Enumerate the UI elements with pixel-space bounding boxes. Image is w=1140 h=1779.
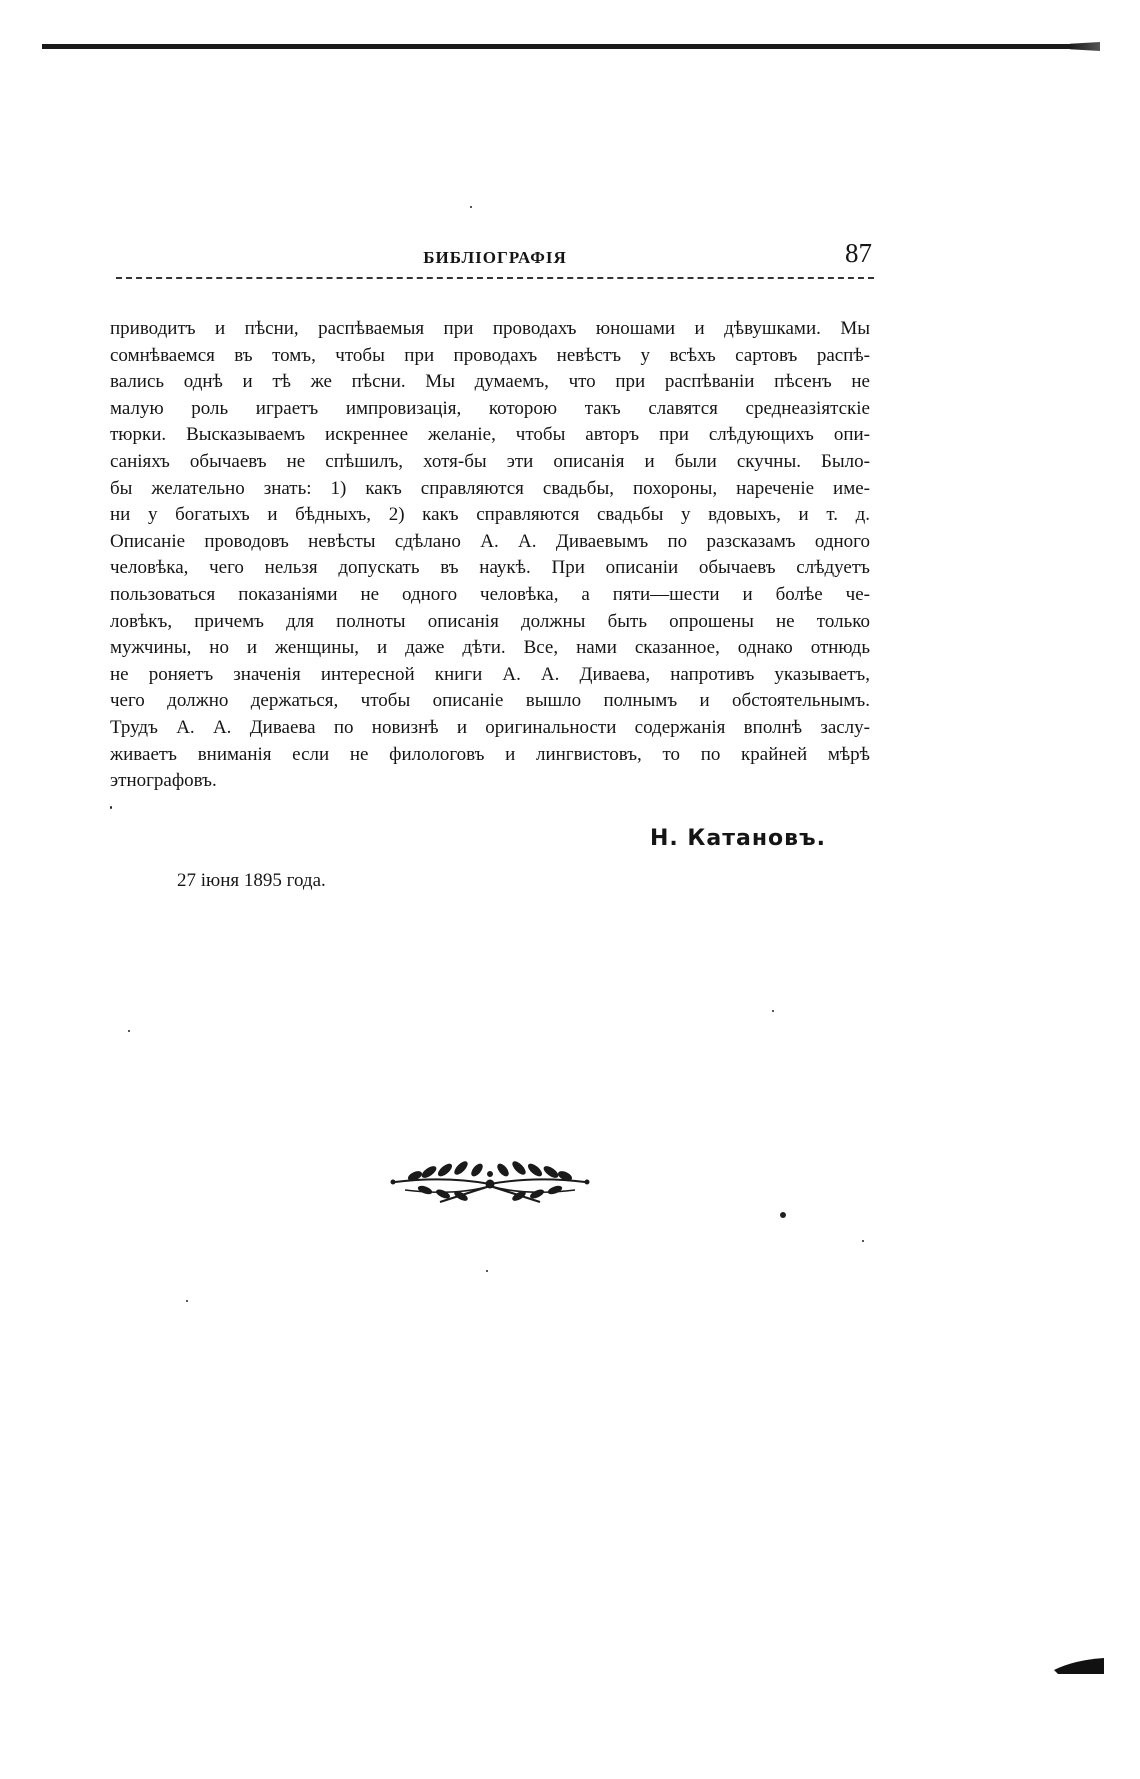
body-line: ни у богатыхъ и бѣдныхъ, 2) какъ справляются свадьбы у вдовыхъ, и т. д. — [110, 504, 870, 526]
body-line: живаетъ вниманія если не филологовъ и лингвистовъ, то по крайней мѣрѣ — [110, 743, 870, 765]
body-line: сомнѣваемся въ томъ, чтобы при проводахъ невѣстъ у всѣхъ сартовъ распѣ- — [110, 344, 870, 366]
body-line: саніяхъ обычаевъ не спѣшилъ, хотя-бы эти описанія и были скучны. Было- — [110, 450, 870, 472]
author-signature: Н. Катановъ. — [650, 826, 826, 851]
page-header — [116, 238, 874, 278]
page-speck — [470, 206, 472, 208]
body-line: Трудъ А. А. Диваева по новизнѣ и оригинальности содержанія вполнѣ заслу- — [110, 716, 870, 738]
page-speck — [780, 1212, 786, 1218]
page-speck — [110, 806, 112, 809]
floral-vignette-icon — [385, 1152, 595, 1212]
body-line: пользоваться показаніями не одного человѣка, а пяти—шести и болѣе че- — [110, 583, 870, 605]
running-title: БИБЛІОГРАФІЯ — [423, 248, 567, 267]
body-line: малую роль играетъ импровизація, которою такъ славятся среднеазіятскіе — [110, 397, 870, 419]
corner-mark-icon — [1054, 1658, 1104, 1674]
page-speck — [862, 1240, 864, 1242]
date-line: 27 іюня 1895 года. — [177, 870, 326, 891]
top-border-rule — [42, 44, 1100, 49]
page-speck — [772, 1010, 774, 1012]
body-line: приводитъ и пѣсни, распѣваемыя при проводахъ юношами и дѣвушками. Мы — [110, 318, 870, 339]
page-speck — [486, 1270, 488, 1272]
body-line: не роняетъ значенія интересной книги А. А. Диваева, напротивъ указываетъ, — [110, 663, 870, 685]
body-line: тюрки. Высказываемъ искреннее желаніе, чтобы авторъ при слѣдующихъ опи- — [110, 424, 870, 446]
page-speck — [128, 1030, 130, 1032]
body-line: человѣка, чего нельзя допускать въ наукѣ. При описаніи обычаевъ слѣдуетъ — [110, 557, 870, 579]
page-speck — [186, 1300, 188, 1302]
body-line-last: этнографовъ. — [110, 770, 217, 792]
body-line: вались однѣ и тѣ же пѣсни. Мы думаемъ, что при распѣваніи пѣсенъ не — [110, 371, 870, 393]
body-line: бы желательно знать: 1) какъ справляются свадьбы, похороны, нареченіе име- — [110, 477, 870, 499]
body-line: чего должно держаться, чтобы описаніе вышло полнымъ и обстоятельнымъ. — [110, 690, 870, 712]
page-number: 87 — [845, 238, 872, 268]
header-rule — [116, 277, 874, 279]
body-line: ловѣкъ, причемъ для полноты описанія должны быть опрошены не только — [110, 610, 870, 632]
body-line: мужчины, но и женщины, и даже дѣти. Все, нами сказанное, однако отнюдь — [110, 637, 870, 659]
body-line: Описаніе проводовъ невѣсты сдѣлано А. А. Диваевымъ по разсказамъ одного — [110, 530, 870, 552]
body-text — [110, 316, 870, 795]
